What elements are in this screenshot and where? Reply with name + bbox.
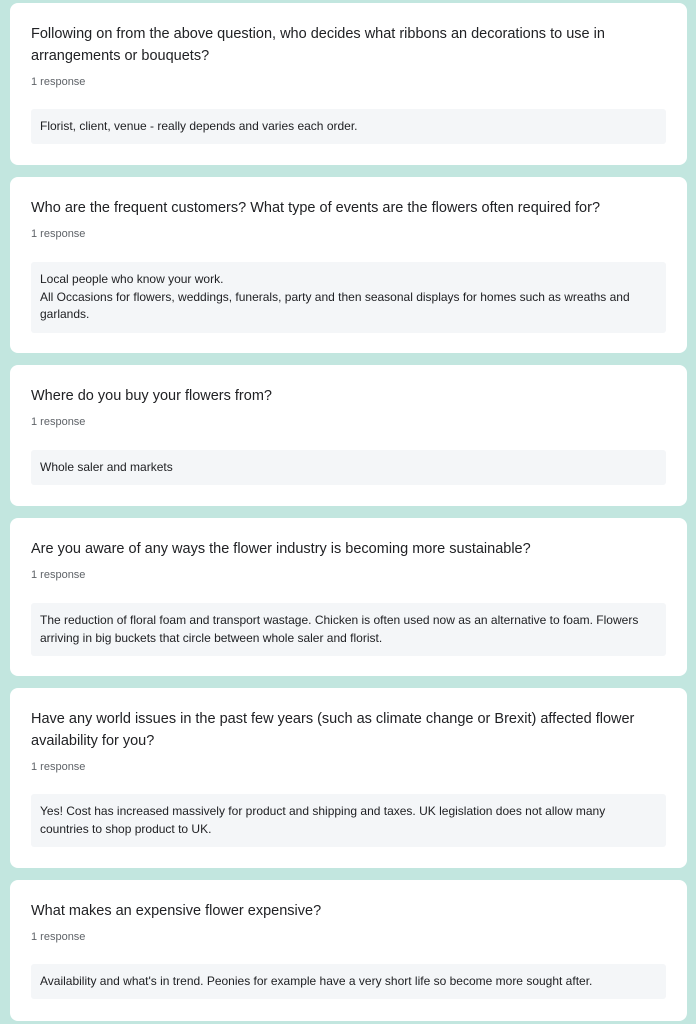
response-answer [31, 964, 666, 999]
response-count: 1 response [31, 761, 86, 773]
answer-line: Local people who know your work. [40, 272, 224, 286]
response-count: 1 response [31, 76, 86, 88]
answer-line: All Occasions for flowers, weddings, funerals, party and then seasonal displays for homes such as wreaths and garlands. [40, 289, 630, 321]
answer-line: Whole saler and markets [40, 460, 173, 474]
question-card [10, 177, 687, 353]
question-title: Following on from the above question, who decides what ribbons an decorations to use in arrangements or bouquets? [31, 26, 605, 64]
response-answer [31, 109, 666, 144]
response-answer [31, 450, 666, 485]
response-answer [31, 262, 666, 333]
answer-line: Availability and what's in trend. Peonies for example have a very short life so become more sought after. [40, 974, 593, 988]
question-card [10, 3, 687, 165]
question-card [10, 365, 687, 506]
question-title: Are you aware of any ways the flower industry is becoming more sustainable? [31, 541, 531, 557]
answer-line: Florist, client, venue - really depends and varies each order. [40, 119, 358, 133]
response-count: 1 response [31, 569, 86, 581]
answer-line: Yes! Cost has increased massively for product and shipping and taxes. UK legislation does not allow many countries to shop product to UK. [40, 804, 606, 836]
response-answer [31, 603, 666, 656]
question-title: Who are the frequent customers? What type of events are the flowers often required for? [31, 200, 601, 216]
response-count: 1 response [31, 931, 86, 943]
response-count: 1 response [31, 416, 86, 428]
question-title: Have any world issues in the past few years (such as climate change or Brexit) affected flower availability for you? [31, 711, 635, 749]
answer-line: The reduction of floral foam and transport wastage. Chicken is often used now as an alternative to foam. Flowers arriving in big buckets that circle between whole saler and florist. [40, 613, 639, 645]
question-card [10, 518, 687, 676]
response-answer [31, 794, 666, 847]
question-card [10, 880, 687, 1021]
question-title: What makes an expensive flower expensive? [31, 903, 322, 919]
question-title: Where do you buy your flowers from? [31, 388, 272, 404]
question-card [10, 688, 687, 868]
response-count: 1 response [31, 228, 86, 240]
